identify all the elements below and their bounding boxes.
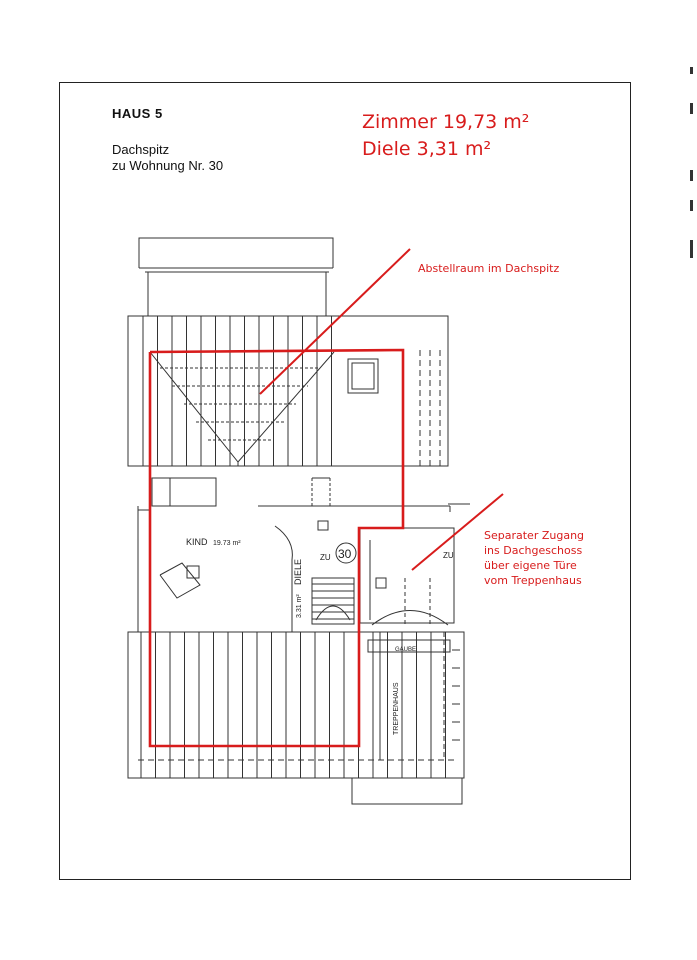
lower-roof-band: [128, 632, 464, 778]
margin-mark: [690, 170, 693, 181]
stair-label: TREPPENHAUS: [393, 682, 400, 735]
house-title: HAUS 5: [112, 106, 163, 121]
dormer-label: GAUBE: [395, 647, 417, 653]
bench: [152, 478, 216, 506]
room-label: KIND: [186, 537, 208, 547]
stair-newel: [376, 578, 386, 588]
hall-area-label: 3.31 m²: [296, 594, 303, 618]
subtitle-line-1: Dachspitz: [112, 142, 170, 157]
unit-number: 30: [338, 547, 352, 561]
door-label-right: ZU: [443, 551, 454, 560]
room-area-label: 19.73 m²: [213, 540, 241, 547]
hall-area-note: Diele 3,31 m²: [362, 138, 492, 160]
desk: [160, 563, 200, 598]
chimney: [318, 521, 328, 530]
storage-note: Abstellraum im Dachspitz: [418, 262, 560, 275]
margin-mark: [690, 103, 693, 114]
hall-label: DIELE: [293, 558, 303, 585]
stair-turn: [316, 606, 350, 620]
room-area-note: Zimmer 19,73 m²: [362, 111, 530, 133]
access-note: Separater Zugang ins Dachgeschoss über eigene Türe vom Treppenhaus: [484, 529, 585, 587]
skylight-inner: [352, 363, 374, 389]
stair-shaft: [360, 528, 454, 623]
subtitle-line-2: zu Wohnung Nr. 30: [112, 158, 224, 173]
access-pointer-line: [412, 494, 503, 570]
balcony-outline: [139, 238, 333, 268]
bottom-box: [352, 778, 462, 804]
margin-mark: [690, 67, 693, 74]
hall-curve: [275, 526, 292, 632]
margin-mark: [690, 200, 693, 211]
room-outline-highlight: [150, 350, 403, 746]
door-label-left: ZU: [320, 553, 331, 562]
margin-mark: [690, 240, 693, 258]
plan-linework: [128, 238, 470, 804]
storage-pointer-line: [260, 249, 410, 394]
